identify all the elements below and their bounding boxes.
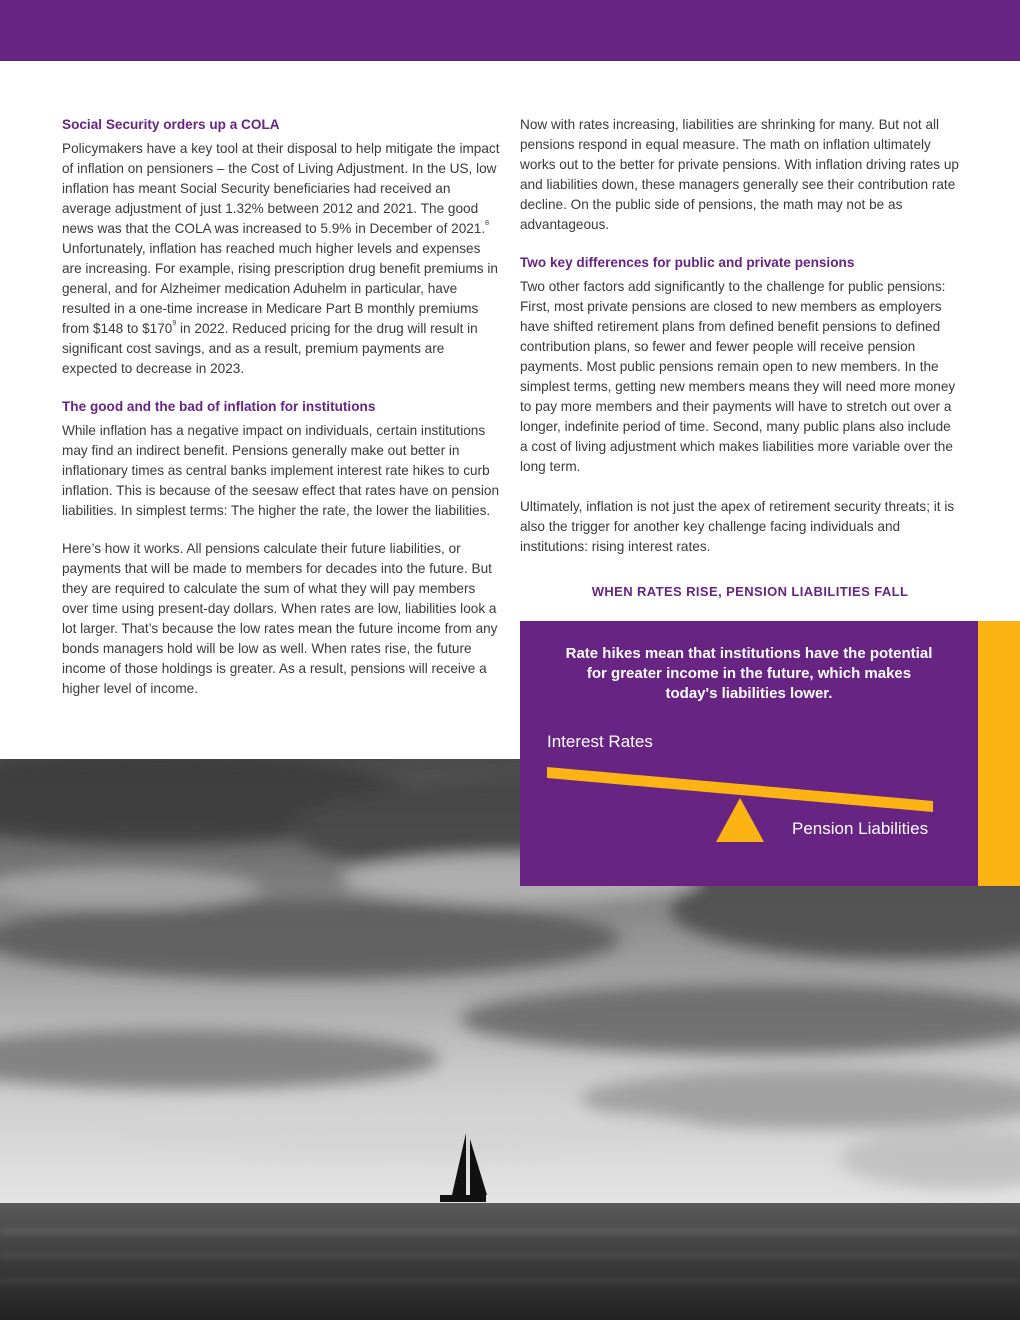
differences-heading: Two key differences for public and private pensions bbox=[520, 255, 855, 270]
seesaw-graphic bbox=[520, 621, 978, 886]
accent-bar bbox=[978, 621, 1020, 886]
footnote-ref-8: 8 bbox=[485, 220, 490, 227]
cola-text-3: in 2022. Reduced pricing for the drug will result in significant cost savings, and as a result, premium payments are expected to decrease in 2023. bbox=[62, 321, 478, 376]
footnote-ref-9: 9 bbox=[172, 320, 177, 327]
left-column bbox=[62, 115, 502, 699]
cola-text-1: Policymakers have a key tool at their disposal to help mitigate the impact of inflation on pensioners – the Cost of Living Adjustment. In the US, low inflation has meant Social Security beneficiaries had received an average adjustment of just 1.32% between 2012 and 2021. The good news was that the COLA was increased to 5.9% in December of 2021. bbox=[62, 141, 500, 236]
cola-text-2: Unfortunately, inflation has reached much higher levels and expenses are increasing. For example, rising prescription drug benefit premiums in general, and for Alzheimer medication Aduhelm in particular, have resulted in a one-time increase in Medicare Part B monthly premiums from $148 to $170 bbox=[62, 241, 498, 336]
institutions-paragraph-1: While inflation has a negative impact on individuals, certain institutions may find an indirect benefit. Pensions generally make out better in inflationary times as central banks implement interest rate hikes to curb inflation. This is because of the seesaw effect that rates have on pension liabilities. In simplest terms: The higher the rate, the lower the liabilities. bbox=[62, 423, 500, 518]
cola-paragraph bbox=[62, 139, 502, 379]
header-bar bbox=[0, 0, 1020, 61]
infographic-caption: Rate hikes mean that institutions have the potential for greater income in the future, which makes today's liabilities lower. bbox=[565, 645, 933, 702]
differences-paragraph-2: Ultimately, inflation is not just the apex of retirement security threats; it is also the trigger for another key challenge facing individuals and institutions: rising interest rates. bbox=[520, 499, 955, 554]
institutions-heading: The good and the bad of inflation for institutions bbox=[62, 399, 376, 414]
interest-rates-label: Interest Rates bbox=[547, 732, 653, 751]
pension-liabilities-label: Pension Liabilities bbox=[792, 819, 929, 838]
right-column bbox=[520, 115, 960, 557]
seesaw-fulcrum-icon bbox=[716, 798, 764, 842]
cola-heading: Social Security orders up a COLA bbox=[62, 117, 280, 132]
institutions-paragraph-2: Here’s how it works. All pensions calculate their future liabilities, or payments that will be made to members for decades into the future. But they are required to calculate the sum of what they will pay members over time using present-day dollars. When rates are low, liabilities look a lot larger. That’s because the low rates mean the future income from any bonds managers hold will be low as well. When rates rise, the future income of those holdings is greater. As a result, pensions will receive a higher level of income. bbox=[62, 541, 498, 696]
right-intro-paragraph: Now with rates increasing, liabilities are shrinking for many. But not all pensions respond in equal measure. The math on inflation ultimately works out to the better for private pensions. With inflation driving rates up and liabilities down, these managers generally see their contribution rate decline. On the public side of pensions, the math may not be as advantageous. bbox=[520, 117, 959, 232]
seesaw-infographic bbox=[520, 621, 978, 886]
differences-paragraph-1: Two other factors add significantly to the challenge for public pensions: First, most private pensions are closed to new members as employers have shifted retirement plans from defined benefit pensions to defined contribution plans, so fewer and fewer people will receive pension payments. Most public pensions remain open to new members. In the simplest terms, getting new members means they will need more money to pay more members and their payments will have to stretch out over a longer, indefinite period of time. Second, many public plans also include a cost of living adjustment which makes liabilities more variable over the long term. bbox=[520, 279, 956, 474]
figure-title: WHEN RATES RISE, PENSION LIABILITIES FALL bbox=[591, 584, 909, 599]
